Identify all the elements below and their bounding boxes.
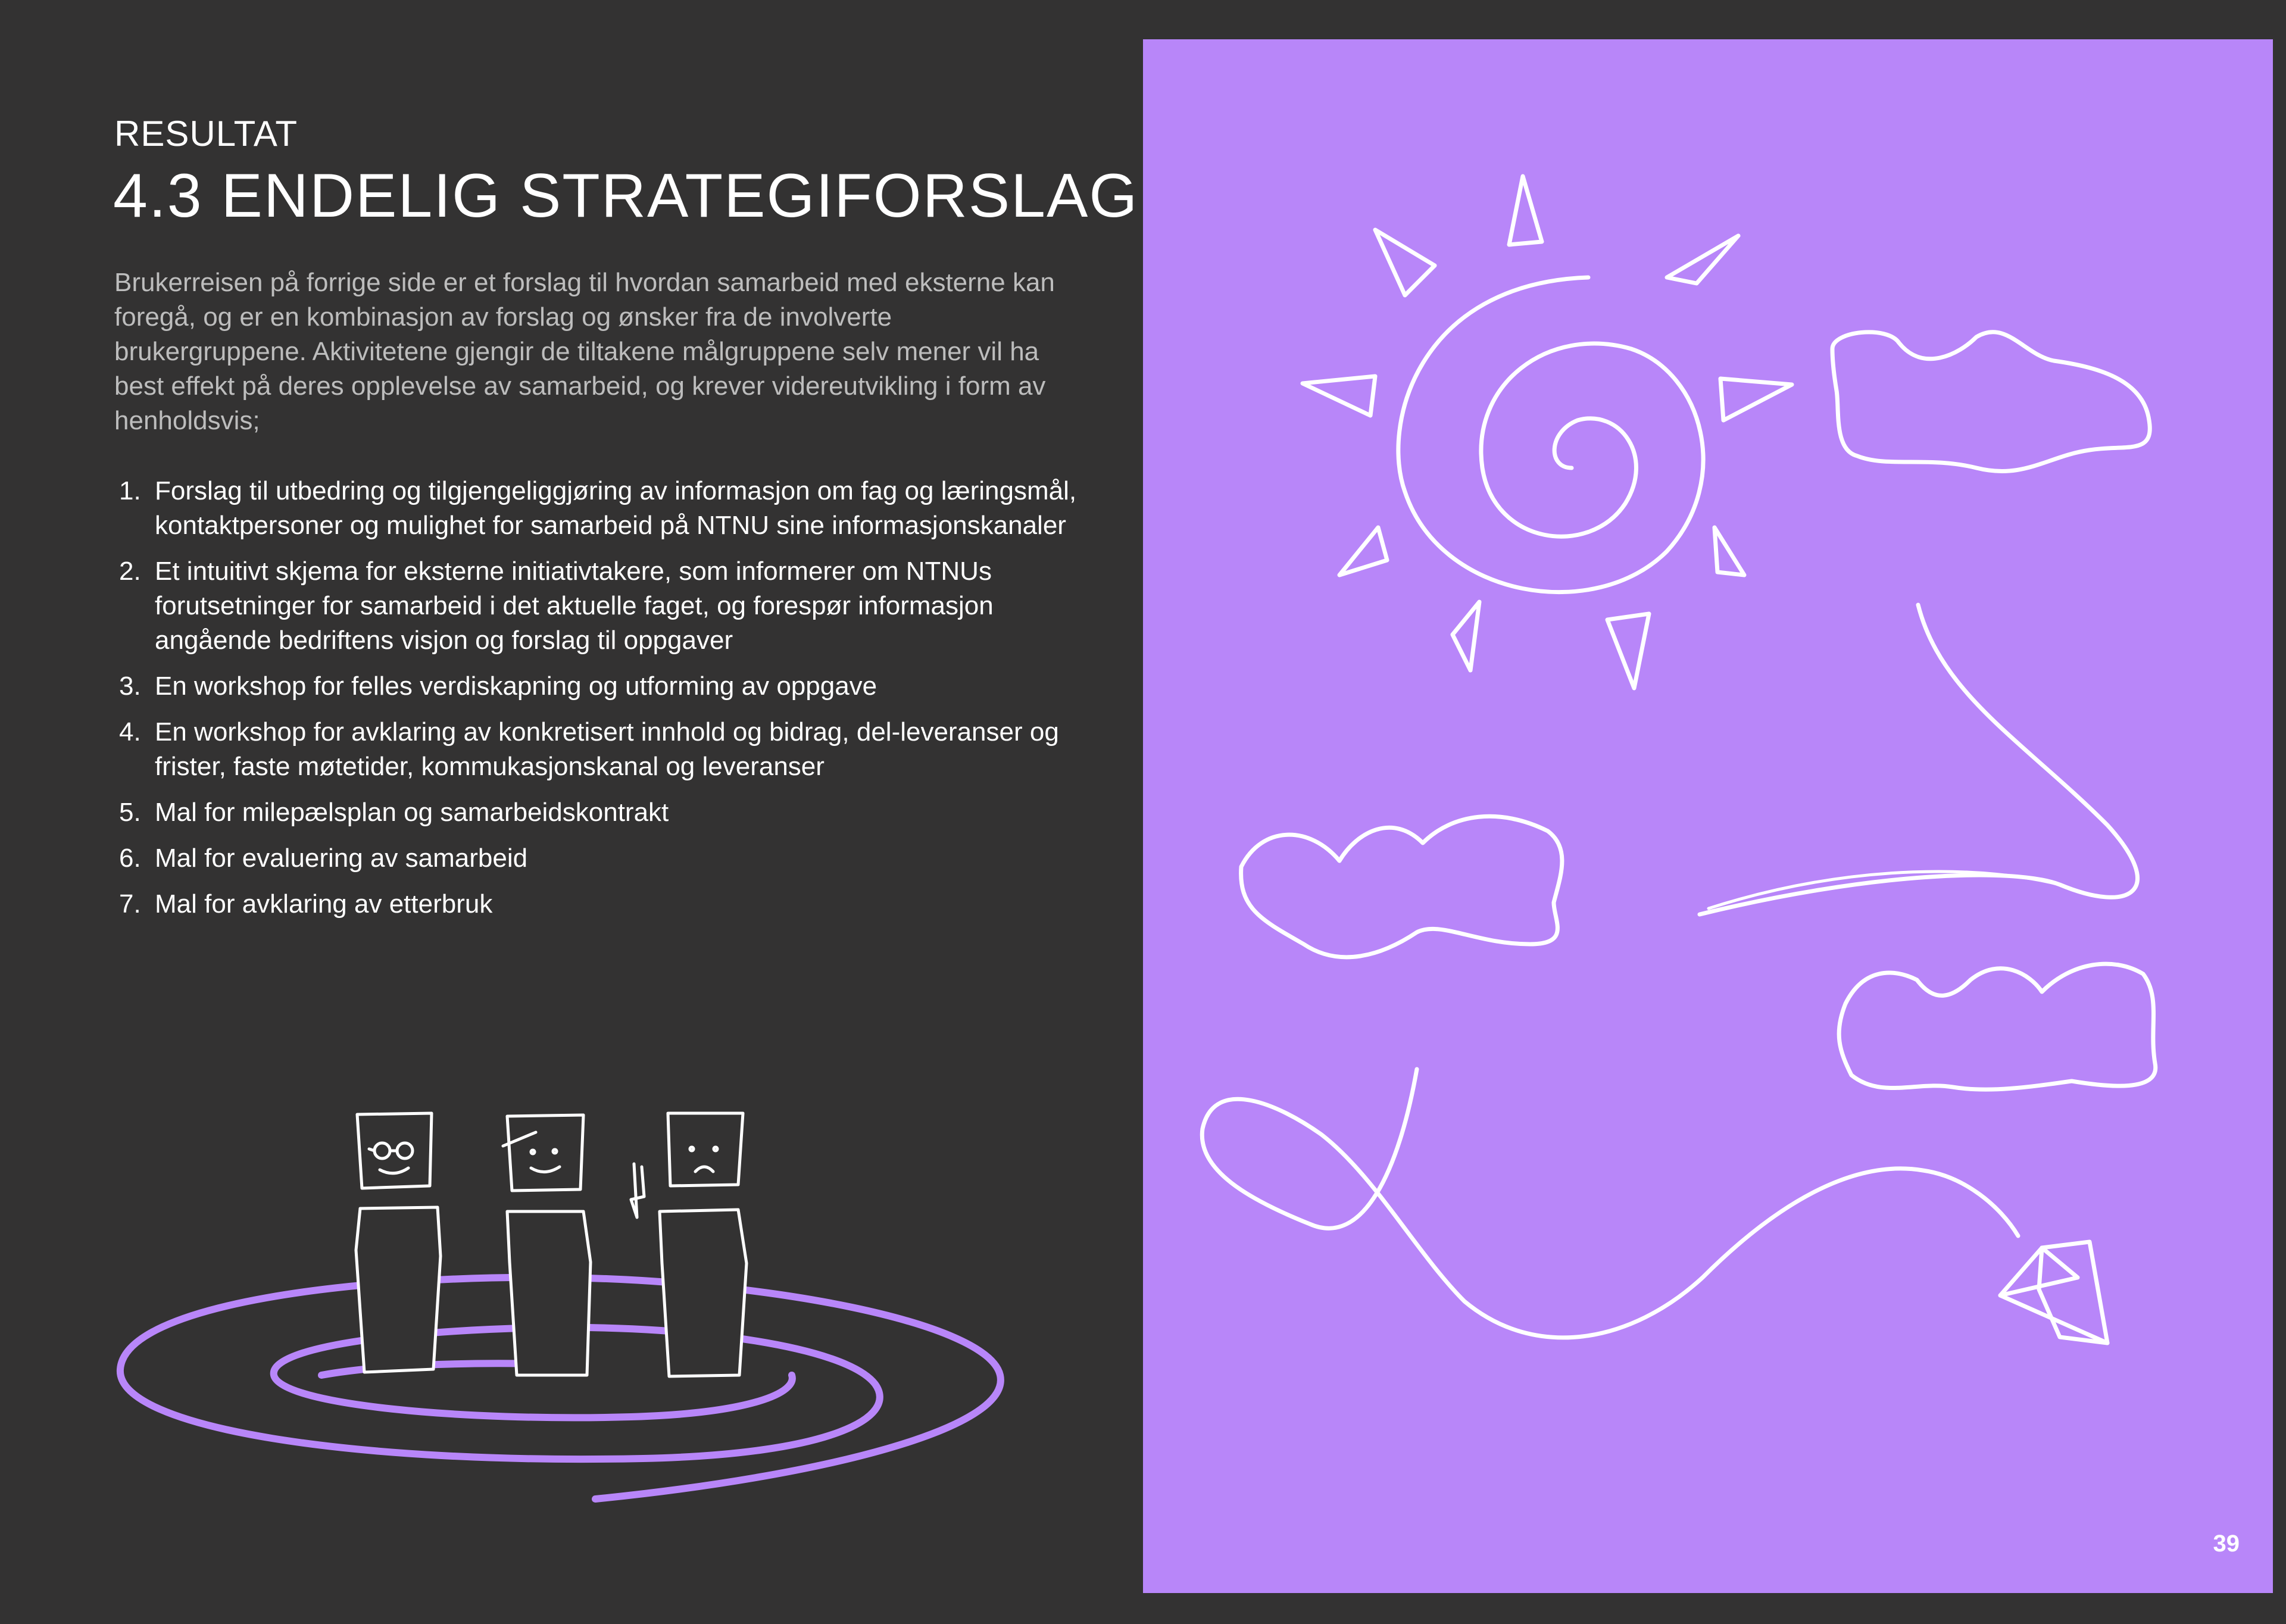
list-item-number: 1. (119, 476, 141, 505)
paper-plane-icon (2000, 1242, 2107, 1343)
intro-paragraph: Brukerreisen på forrige side er et forslag til hvordan samarbeid med eksterne kan foregå, og er en kombinasjon av forslag og ønsker fra de involverte brukergruppene. Aktivitetene gjengir de tiltakene målgruppene selv mener vil ha best effekt på deres opplevelse av samarbeid, og krever videreutvikling i form av henholdsvis; (114, 268, 1055, 435)
list-item-number: 2. (119, 557, 141, 586)
person-glasses (356, 1113, 441, 1372)
list-item (119, 474, 1095, 543)
list-item-text: En workshop for felles verdiskapning og utforming av oppgave (155, 672, 877, 701)
list-item-number: 5. (119, 798, 141, 827)
sun-icon (1303, 176, 1792, 688)
section-kicker: RESULTAT (114, 114, 298, 154)
list-item (119, 669, 1095, 704)
paper-plane-path (1202, 1069, 2018, 1338)
list-item (119, 795, 1095, 830)
list-item-text: Mal for evaluering av samarbeid (155, 844, 528, 873)
list-item (119, 554, 1095, 658)
person-smile (503, 1115, 591, 1375)
person-frown (631, 1113, 747, 1376)
list-item (119, 841, 1095, 876)
list-item-text: Forslag til utbedring og tilgjengeliggjøring av informasjon om fag og læringsmål, kontaktpersoner og mulighet for samarbeid på NTNU sine informasjonskanaler (155, 476, 1077, 540)
illustration-panel (1143, 39, 2273, 1593)
page-number: 39 (2213, 1531, 2240, 1557)
list-item-number: 4. (119, 717, 141, 747)
list-item-text: Et intuitivt skjema for eksterne initiativtakere, som informerer om NTNUs forutsetninger for samarbeid i det aktuelle faget, og forespør informasjon angående bedriftens visjon og forslag til oppgaver (155, 557, 994, 655)
page-title: 4.3 ENDELIG STRATEGIFORSLAG (113, 161, 1139, 230)
swoosh-line (1700, 605, 2137, 914)
list-item-text: Mal for milepælsplan og samarbeidskontrakt (155, 798, 669, 827)
list-item (119, 887, 1095, 922)
list-item-number: 3. (119, 672, 141, 701)
list-item-text: Mal for avklaring av etterbruk (155, 889, 493, 919)
cloud-icon (1832, 332, 2150, 471)
cloud-icon (1241, 816, 1562, 957)
list-item (119, 715, 1095, 784)
list-item-number: 7. (119, 889, 141, 919)
people-illustration (107, 1095, 1024, 1512)
list-item-number: 6. (119, 844, 141, 873)
strategy-list (119, 474, 1095, 933)
cloud-icon (1839, 964, 2156, 1089)
list-item-text: En workshop for avklaring av konkretisert innhold og bidrag, del-leveranser og frister, faste møtetider, kommukasjonskanal og leveranser (155, 717, 1059, 781)
